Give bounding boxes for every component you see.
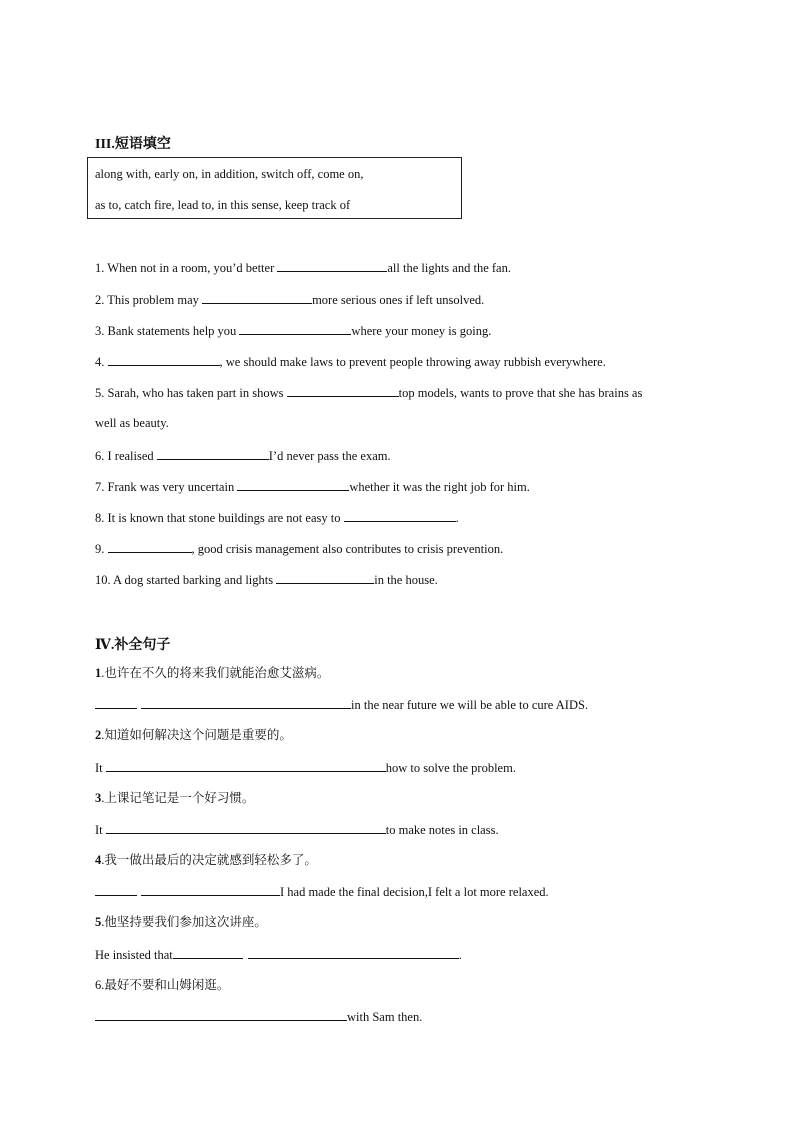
item-number: 5	[95, 915, 102, 929]
answer-blank[interactable]	[237, 478, 349, 491]
item-text: with Sam then.	[347, 1010, 423, 1024]
item-text: .	[458, 948, 462, 962]
item-text: 4.	[95, 355, 108, 369]
item-text: well as beauty.	[95, 416, 169, 430]
phrase-box-line-1: along with, early on, in addition, switch off, come on,	[95, 167, 364, 181]
chinese-prompt: .最好不要和山姆闲逛。	[101, 978, 230, 992]
item-text: 6. I realised	[95, 449, 157, 463]
answer-blank[interactable]	[95, 883, 137, 896]
item-number: 2	[95, 728, 102, 742]
exercise-3-item-8	[95, 509, 459, 526]
exercise-3-item-6	[95, 447, 391, 464]
item-text: .	[455, 511, 459, 525]
item-text: I had made the final decision,I felt a lot more relaxed.	[280, 885, 549, 899]
answer-blank[interactable]	[95, 696, 137, 709]
answer-blank[interactable]	[106, 759, 386, 772]
answer-blank[interactable]	[277, 259, 387, 272]
item-text: in the near future we will be able to cure AIDS.	[351, 698, 589, 712]
item-text: , we should make laws to prevent people throwing away rubbish everywhere.	[219, 355, 606, 369]
item-number: 3	[95, 791, 102, 805]
exercise-3-item-5-continued	[95, 415, 169, 431]
item-number: 4	[95, 853, 102, 867]
answer-blank[interactable]	[95, 1008, 347, 1021]
chinese-prompt: .上课记笔记是一个好习惯。	[101, 791, 255, 805]
answer-blank[interactable]	[276, 571, 374, 584]
exercise-4-item-2-english	[95, 759, 516, 776]
answer-blank[interactable]	[157, 447, 269, 460]
answer-blank[interactable]	[106, 821, 386, 834]
item-text: 8. It is known that stone buildings are not easy to	[95, 511, 344, 525]
item-text: where your money is going.	[351, 324, 492, 338]
exercise-3-item-4	[95, 353, 606, 370]
exercise-4-item-2-chinese	[95, 727, 292, 743]
exercise-4-item-6-chinese	[95, 977, 229, 993]
answer-blank[interactable]	[287, 384, 399, 397]
exercise-4-item-1-english	[95, 696, 588, 713]
item-number: 6	[95, 978, 102, 992]
phrase-box	[87, 157, 462, 219]
item-text: It	[95, 761, 106, 775]
section-3-title: III.短语填空	[95, 137, 171, 152]
item-text: 10. A dog started barking and lights	[95, 573, 277, 587]
item-text: I’d never pass the exam.	[268, 449, 391, 463]
item-text: all the lights and the fan.	[387, 261, 511, 275]
item-number: 1	[95, 666, 102, 680]
answer-blank[interactable]	[248, 946, 459, 959]
answer-blank[interactable]	[141, 883, 280, 896]
item-text: 5. Sarah, who has taken part in shows	[95, 386, 287, 400]
exercise-3-item-9	[95, 540, 503, 557]
exercise-3-item-5	[95, 384, 642, 401]
item-text: 2. This problem may	[95, 293, 203, 307]
exercise-4-item-3-english	[95, 821, 499, 838]
item-text: top models, wants to prove that she has brains as	[398, 386, 643, 400]
exercise-4-item-6-english	[95, 1008, 422, 1025]
chinese-prompt: .知道如何解决这个问题是重要的。	[101, 728, 292, 742]
exercise-3-item-10	[95, 571, 438, 588]
answer-blank[interactable]	[141, 696, 351, 709]
item-text: , good crisis management also contributes to crisis prevention.	[191, 542, 504, 556]
item-text: in the house.	[374, 573, 438, 587]
exercise-3-item-3	[95, 322, 491, 339]
exercise-4-item-4-english	[95, 883, 549, 900]
item-text: 3. Bank statements help you	[95, 324, 240, 338]
answer-blank[interactable]	[202, 291, 312, 304]
item-text: It	[95, 823, 106, 837]
phrase-box-line-2: as to, catch fire, lead to, in this sense, keep track of	[95, 198, 351, 212]
exercise-3-item-2	[95, 291, 484, 308]
item-text: 9.	[95, 542, 108, 556]
exercise-4-item-5-chinese	[95, 914, 267, 930]
chinese-prompt: .我一做出最后的决定就感到轻松多了。	[101, 853, 317, 867]
exercise-4-item-5-english	[95, 946, 462, 963]
answer-blank[interactable]	[344, 509, 456, 522]
exercise-4-item-4-chinese	[95, 852, 317, 868]
exercise-3-item-7	[95, 478, 530, 495]
answer-blank[interactable]	[239, 322, 351, 335]
chinese-prompt: .他坚持要我们参加这次讲座。	[101, 915, 267, 929]
exercise-3-item-1	[95, 259, 511, 276]
item-text: whether it was the right job for him.	[349, 480, 530, 494]
answer-blank[interactable]	[108, 540, 192, 553]
exercise-4-item-1-chinese	[95, 665, 329, 681]
chinese-prompt: .也许在不久的将来我们就能治愈艾滋病。	[101, 666, 330, 680]
section-4-title: Ⅳ.补全句子	[95, 638, 171, 653]
item-text: 1. When not in a room, you’d better	[95, 261, 278, 275]
item-text: to make notes in class.	[385, 823, 499, 837]
item-text: He insisted that	[95, 948, 173, 962]
answer-blank[interactable]	[173, 946, 243, 959]
answer-blank[interactable]	[108, 353, 220, 366]
item-text: how to solve the problem.	[385, 761, 516, 775]
exercise-4-item-3-chinese	[95, 790, 254, 806]
item-text: 7. Frank was very uncertain	[95, 480, 238, 494]
item-text: more serious ones if left unsolved.	[312, 293, 485, 307]
